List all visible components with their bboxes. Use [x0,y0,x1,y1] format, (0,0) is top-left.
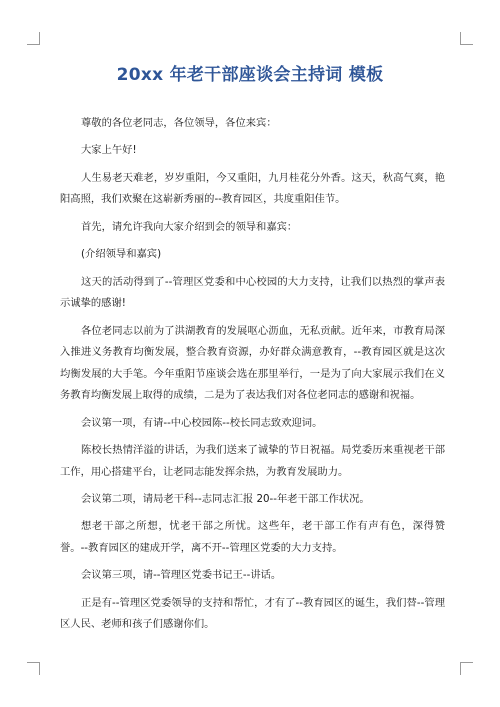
paragraph-welcome-remarks: 陈校长热情洋溢的讲话，为我们送来了诚挚的节日祝福。局党委历来重视老干部工作，用心搭建平台，让老同志能发挥余热，为教育发展助力。 [60,444,445,478]
crop-mark-top-right [460,32,473,45]
paragraph-agenda-item-2: 会议第二项，请局老干科--志同志汇报 20--年老干部工作状况。 [81,493,370,506]
paragraph-introduction: 首先，请允许我向大家介绍到会的领导和嘉宾： [81,220,298,233]
paragraph-introduction-note: (介绍领导和嘉宾) [81,248,162,261]
document-title: 20xx 年老干部座谈会主持词 模板 [116,65,384,85]
crop-mark-bottom-right [460,662,473,675]
document-body [60,113,445,642]
paragraph-closing-thanks: 正是有--管理区党委领导的支持和帮忙，才有了--教育园区的诞生，我们替--管理区人民、老师和孩子们感谢你们。 [60,596,445,631]
crop-mark-bottom-left [27,662,40,675]
crop-mark-top-left [27,32,40,45]
paragraph-work-report: 想老干部之所想，忧老干部之所忧。这些年，老干部工作有声有色，深得赞誉。--教育园区的建成开学，离不开--管理区党委的大力支持。 [60,520,445,555]
paragraph-salutation: 尊敬的各位老同志，各位领导，各位来宾： [81,117,277,129]
paragraph-education-development: 各位老同志以前为了洪湖教育的发展呕心沥血，无私贡献。近年来，市教育局深入推进义务教育均衡发展，整合教育资源，办好群众满意教育，--教育园区就是这次均衡发展的大手笔。今年重阳节座谈会选在那里举行，一是为了向大家展示我们在义务教育均衡发展上取得的成绩，二是为了表达我们对各位老同志的感谢和祝福。 [60,324,445,402]
paragraph-agenda-item-3: 会议第三项，请--管理区党委书记王--讲话。 [81,569,282,582]
paragraph-greeting: 大家上午好! [81,144,137,157]
paragraph-opening: 人生易老天难老，岁岁重阳，今又重阳，九月桂花分外香。这天，秋高气爽，艳阳高照，我们欢聚在这崭新秀丽的--教育园区，共度重阳佳节。 [60,171,445,206]
paragraph-thanks-support: 这天的活动得到了--管理区党委和中心校园的大力支持，让我们以热烈的掌声表示诚挚的感谢! [60,275,445,310]
paragraph-agenda-item-1: 会议第一项，有请--中心校园陈--校长同志致欢迎词。 [81,416,323,429]
